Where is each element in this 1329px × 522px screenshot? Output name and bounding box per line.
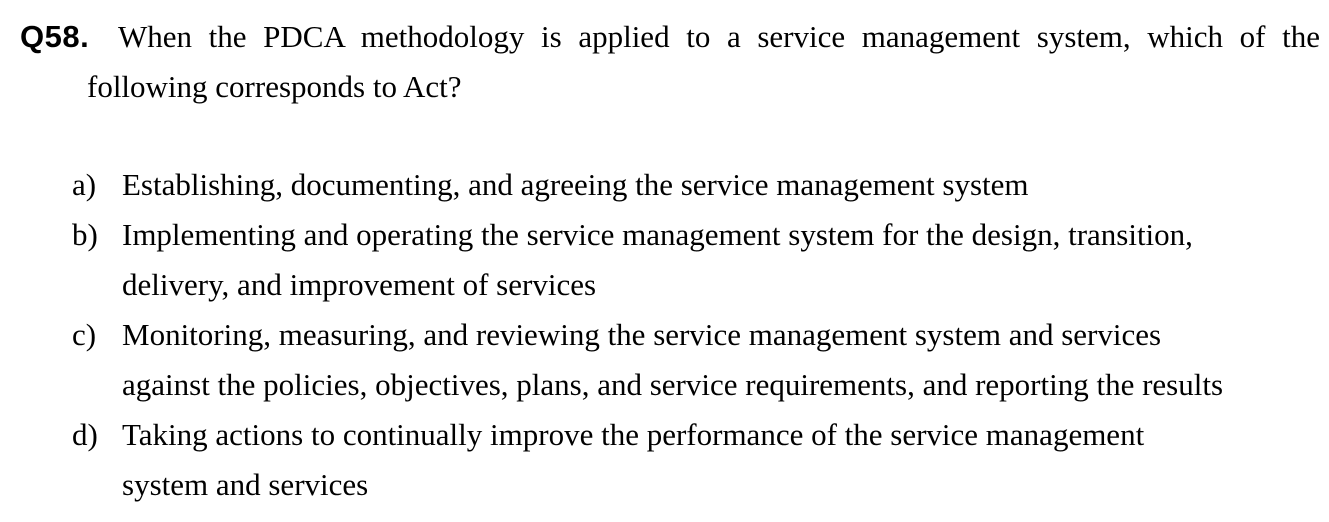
question-line-1 (20, 12, 1320, 62)
option-text-line: system and services (122, 467, 369, 502)
question-text-line-1: When the PDCA methodology is applied to a service management system, which of the (118, 19, 1320, 54)
question-text-line-2: following corresponds to Act? (87, 69, 462, 104)
option-text-line: Taking actions to continually improve the performance of the service management (122, 417, 1145, 452)
option-label: a) (72, 167, 97, 202)
option-label: c) (72, 317, 97, 352)
question-number: Q58. (20, 19, 90, 54)
option-text (122, 210, 1312, 310)
option-c[interactable] (72, 310, 1312, 410)
option-text-line: against the policies, objectives, plans, and service requirements, and reporting the results (122, 367, 1224, 402)
option-b[interactable] (72, 210, 1312, 310)
answer-options (72, 160, 1312, 510)
question (20, 12, 1320, 112)
option-text-line: delivery, and improvement of services (122, 267, 597, 302)
option-text-line: Monitoring, measuring, and reviewing the service management system and services (122, 317, 1162, 352)
option-label: b) (72, 217, 98, 252)
option-text (122, 310, 1312, 410)
option-text-line: Implementing and operating the service management system for the design, transition, (122, 217, 1193, 252)
option-text (122, 160, 1312, 210)
option-d[interactable] (72, 410, 1312, 510)
option-a[interactable] (72, 160, 1312, 210)
option-text (122, 410, 1312, 510)
option-label: d) (72, 417, 98, 452)
option-text-line: Establishing, documenting, and agreeing the service management system (122, 167, 1029, 202)
